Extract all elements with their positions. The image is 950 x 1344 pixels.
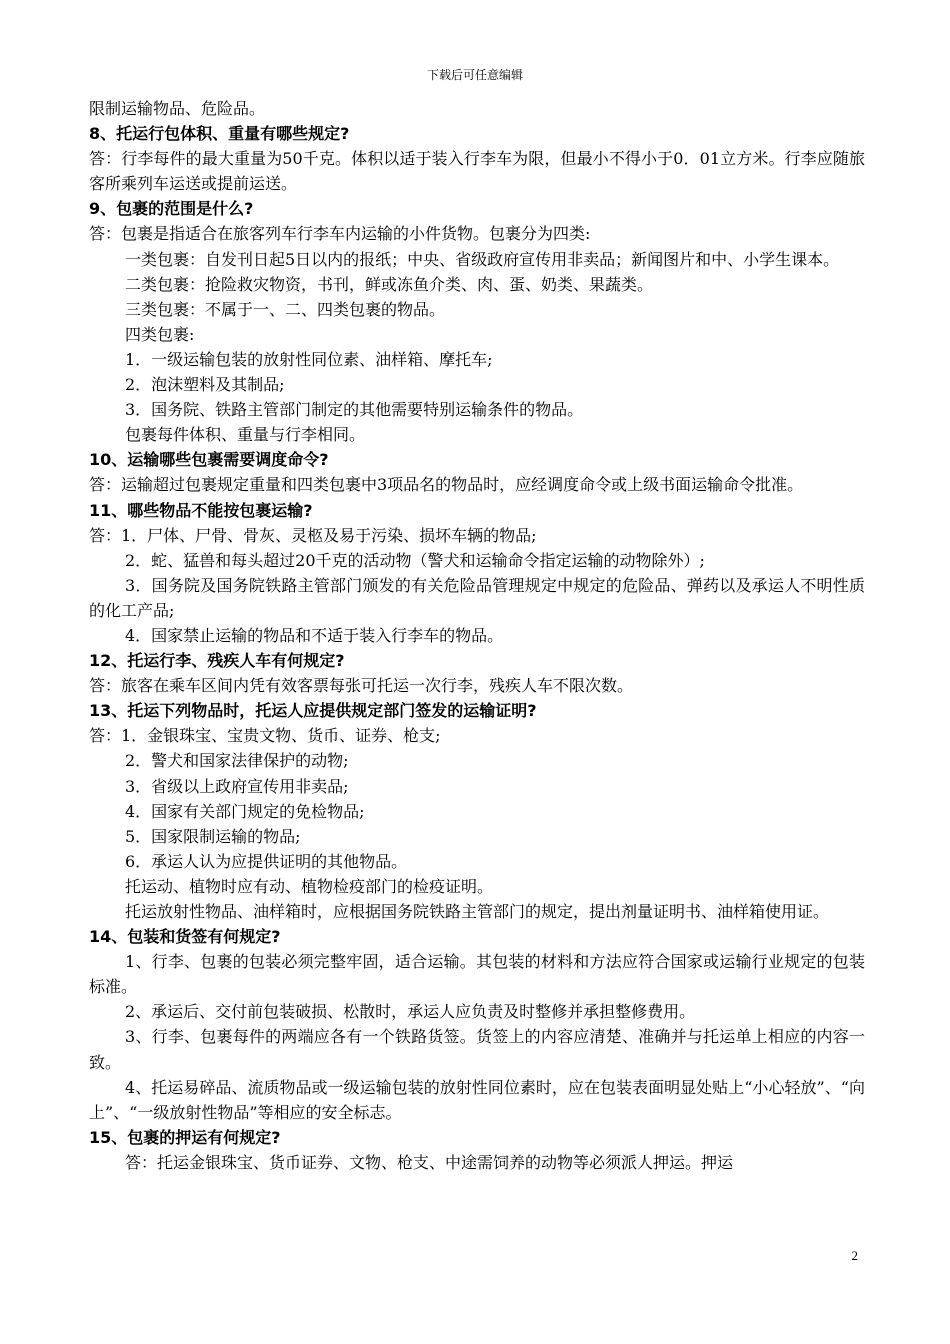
question-heading: 13、托运下列物品时，托运人应提供规定部门签发的运输证明?: [89, 701, 537, 721]
question-heading: 10、运输哪些包裹需要调度命令?: [89, 450, 329, 470]
paragraph: 2．警犬和国家法律保护的动物;: [125, 751, 349, 771]
paragraph: 答：旅客在乘车区间内凭有效客票每张可托运一次行李，残疾人车不限次数。: [89, 676, 634, 696]
paragraph: 四类包裹:: [125, 324, 195, 344]
paragraph: 3．省级以上政府宣传用非卖品;: [125, 776, 349, 796]
question-heading: 12、托运行李、残疾人车有何规定?: [89, 651, 345, 671]
paragraph: 3．国务院、铁路主管部门制定的其他需要特别运输条件的物品。: [125, 400, 584, 420]
paragraph: 托运放射性物品、油样箱时，应根据国务院铁路主管部门的规定，提出剂量证明书、油样箱使用证。: [125, 902, 830, 921]
paragraph: 限制运输物品、危险品。: [89, 99, 266, 118]
paragraph: 答：运输超过包裹规定重量和四类包裹中3项品名的物品时，应经调度命令或上级书面运输命令批准。: [89, 475, 804, 495]
paragraph: 1、行李、包裹的包装必须完整牢固，适合运输。其包装的材料和方法应符合国家或运输行业规定的包装标准。: [89, 952, 865, 997]
paragraph: 三类包裹：不属于一、二、四类包裹的物品。: [125, 299, 446, 319]
paragraph: 4．国家禁止运输的物品和不适于装入行李车的物品。: [125, 625, 504, 645]
paragraph: 答：1．金银珠宝、宝贵文物、货币、证券、枪支;: [89, 726, 441, 746]
paragraph: 2、承运后、交付前包装破损、松散时，承运人应负责及时整修并承担整修费用。: [125, 1002, 696, 1022]
paragraph: 一类包裹：自发刊日起5日以内的报纸；中央、省级政府宣传用非卖品；新闻图片和中、小学生课本。: [125, 249, 840, 269]
paragraph: 4、托运易碎品、流质物品或一级运输包装的放射性同位素时，应在包装表面明显处贴上“小心轻放”、“向上”、“一级放射性物品”等相应的安全标志。: [89, 1077, 865, 1122]
question-heading: 9、包裹的范围是什么?: [89, 199, 254, 219]
paragraph: 答：托运金银珠宝、货币证券、文物、枪支、中途需饲养的动物等必须派人押运。押运: [125, 1152, 734, 1172]
question-heading: 8、托运行包体积、重量有哪些规定?: [89, 124, 350, 144]
paragraph: 答：包裹是指适合在旅客列车行李车内运输的小件货物。包裹分为四类:: [89, 224, 591, 244]
paragraph: 6．承运人认为应提供证明的其他物品。: [125, 851, 408, 871]
paragraph: 3．国务院及国务院铁路主管部门颁发的有关危险品管理规定中规定的危险品、弹药以及承运人不明性质的化工产品;: [89, 575, 865, 620]
paragraph: 2．蛇、猛兽和每头超过20千克的活动物（警犬和运输命令指定运输的动物除外）;: [125, 550, 705, 570]
question-heading: 15、包裹的押运有何规定?: [89, 1127, 281, 1147]
paragraph: 4．国家有关部门规定的免检物品;: [125, 801, 365, 821]
paragraph: 托运动、植物时应有动、植物检疫部门的检疫证明。: [125, 876, 494, 896]
document-body: [89, 96, 865, 1175]
paragraph: 5．国家限制运输的物品;: [125, 826, 301, 846]
paragraph: 答：1．尸体、尸骨、骨灰、灵柩及易于污染、损坏车辆的物品;: [89, 525, 537, 545]
page-number: 2: [851, 1248, 858, 1263]
paragraph: 1．一级运输包装的放射性同位素、油样箱、摩托车;: [125, 349, 493, 369]
question-heading: 14、包装和货签有何规定?: [89, 927, 281, 947]
paragraph: 2．泡沫塑料及其制品;: [125, 375, 285, 395]
page-header: 下载后可任意编辑: [426, 68, 523, 82]
paragraph: 二类包裹：抢险救灾物资，书刊，鲜或冻鱼介类、肉、蛋、奶类、果蔬类。: [125, 274, 654, 294]
paragraph: 包裹每件体积、重量与行李相同。: [125, 425, 366, 445]
paragraph: 3、行李、包裹每件的两端应各有一个铁路货签。货签上的内容应清楚、准确并与托运单上相应的内容一致。: [89, 1027, 865, 1072]
paragraph: 答：行李每件的最大重量为50千克。体积以适于装入行李车为限，但最小不得小于0．01立方米。行李应随旅客所乘列车运送或提前运送。: [89, 149, 865, 194]
question-heading: 11、哪些物品不能按包裹运输?: [89, 500, 313, 520]
